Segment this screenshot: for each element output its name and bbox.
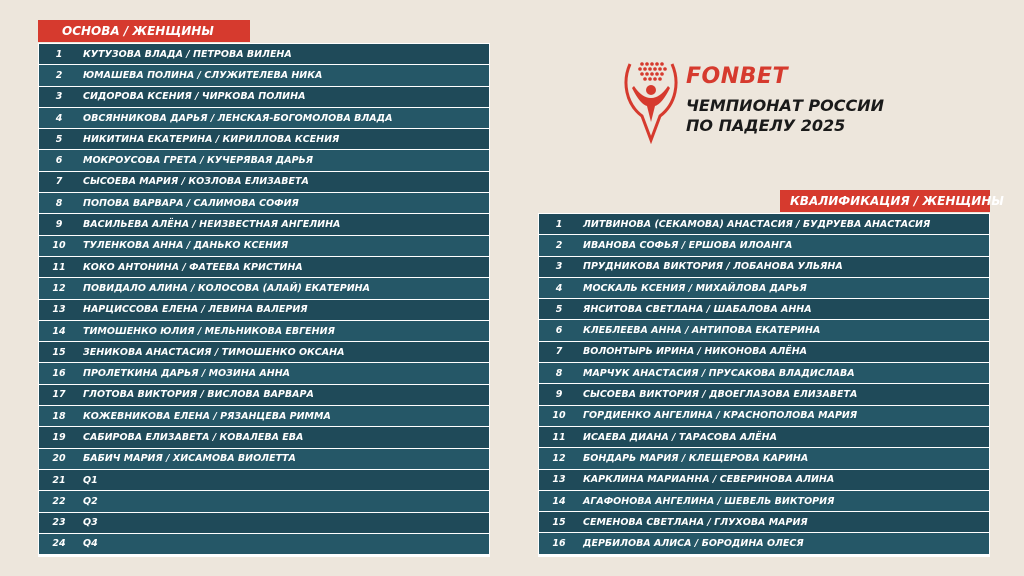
pair-names: СЫСОЕВА ВИКТОРИЯ / ДВОЕГЛАЗОВА ЕЛИЗАВЕТА: [583, 389, 858, 401]
table-row: [39, 193, 489, 213]
pair-names: ЯНСИТОВА СВЕТЛАНА / ШАБАЛОВА АННА: [583, 303, 812, 315]
table-row: [39, 449, 489, 469]
pair-names: Q3: [83, 517, 98, 529]
table-row: [39, 385, 489, 405]
pair-names: ГОРДИЕНКО АНГЕЛИНА / КРАСНОПОЛОВА МАРИЯ: [583, 410, 858, 422]
pair-names: БОНДАРЬ МАРИЯ / КЛЕЩЕРОВА КАРИНА: [583, 452, 809, 464]
row-number: 16: [552, 538, 566, 550]
row-number: 6: [555, 325, 563, 337]
pair-names: Q1: [83, 474, 98, 486]
row-number: 18: [52, 410, 66, 422]
row-number: 7: [555, 346, 563, 358]
pair-names: ПРОЛЕТКИНА ДАРЬЯ / МОЗИНА АННА: [83, 368, 291, 380]
pair-names: КОЖЕВНИКОВА ЕЛЕНА / РЯЗАНЦЕВА РИММА: [83, 410, 331, 422]
brand-block: [620, 52, 920, 152]
table-row: [539, 257, 989, 277]
pair-names: Q4: [83, 538, 98, 550]
table-row: [39, 108, 489, 128]
table-row: [39, 321, 489, 341]
pair-names: ПРУДНИКОВА ВИКТОРИЯ / ЛОБАНОВА УЛЬЯНА: [583, 261, 843, 273]
table-row: [539, 235, 989, 255]
row-number: 15: [552, 516, 566, 528]
qualification-table: [538, 213, 990, 557]
pair-names: МАРЧУК АНАСТАСИЯ / ПРУСАКОВА ВЛАДИСЛАВА: [583, 367, 855, 379]
row-number: 19: [52, 431, 66, 443]
pair-names: НАРЦИССОВА ЕЛЕНА / ЛЕВИНА ВАЛЕРИЯ: [83, 304, 308, 316]
table-row: [39, 129, 489, 149]
pair-names: ВАСИЛЬЕВА АЛЁНА / НЕИЗВЕСТНАЯ АНГЕЛИНА: [83, 219, 341, 231]
pair-names: ТУЛЕНКОВА АННА / ДАНЬКО КСЕНИЯ: [83, 240, 289, 252]
main-draw-table: [38, 43, 490, 557]
pair-names: СИДОРОВА КСЕНИЯ / ЧИРКОВА ПОЛИНА: [83, 91, 306, 103]
row-number: 16: [52, 368, 66, 380]
table-row: [39, 172, 489, 192]
main-draw-title: ОСНОВА / ЖЕНЩИНЫ: [38, 20, 250, 42]
table-row: [539, 470, 989, 490]
pair-names: ВОЛОНТЫРЬ ИРИНА / НИКОНОВА АЛЁНА: [583, 346, 808, 358]
pair-names: ГЛОТОВА ВИКТОРИЯ / ВИСЛОВА ВАРВАРА: [83, 389, 314, 401]
table-row: [39, 150, 489, 170]
table-row: [39, 257, 489, 277]
pair-names: СЕМЕНОВА СВЕТЛАНА / ГЛУХОВА МАРИЯ: [583, 516, 808, 528]
pair-names: ПОПОВА ВАРВАРА / САЛИМОВА СОФИЯ: [83, 197, 299, 209]
table-row: [39, 363, 489, 383]
table-row: [539, 406, 989, 426]
table-row: [39, 236, 489, 256]
row-number: 8: [55, 197, 63, 209]
pair-names: НИКИТИНА ЕКАТЕРИНА / КИРИЛЛОВА КСЕНИЯ: [83, 133, 340, 145]
row-number: 14: [552, 495, 566, 507]
pair-names: ЛИТВИНОВА (СЕКАМОВА) АНАСТАСИЯ / БУДРУЕВА АНАСТАСИЯ: [583, 218, 931, 230]
row-number: 11: [552, 431, 566, 443]
table-row: [39, 470, 489, 490]
row-number: 22: [52, 495, 66, 507]
row-number: 12: [552, 452, 566, 464]
row-number: 2: [55, 69, 63, 81]
row-number: 1: [55, 48, 63, 60]
row-number: 17: [52, 389, 66, 401]
pair-names: КЛЕБЛЕЕВА АННА / АНТИПОВА ЕКАТЕРИНА: [583, 325, 821, 337]
table-row: [539, 214, 989, 234]
pair-names: ИВАНОВА СОФЬЯ / ЕРШОВА ИЛОАНГА: [583, 239, 793, 251]
row-number: 4: [55, 112, 63, 124]
pair-names: ЮМАШЕВА ПОЛИНА / СЛУЖИТЕЛЕВА НИКА: [83, 69, 323, 81]
pair-names: ПОВИДАЛО АЛИНА / КОЛОСОВА (АЛАЙ) ЕКАТЕРИНА: [83, 282, 370, 294]
pair-names: ДЕРБИЛОВА АЛИСА / БОРОДИНА ОЛЕСЯ: [583, 538, 804, 550]
table-row: [539, 512, 989, 532]
row-number: 5: [55, 133, 63, 145]
pair-names: БАБИЧ МАРИЯ / ХИСАМОВА ВИОЛЕТТА: [83, 453, 296, 465]
table-row: [39, 406, 489, 426]
row-number: 4: [555, 282, 563, 294]
row-number: 11: [52, 261, 66, 273]
row-number: 2: [555, 239, 563, 251]
row-number: 13: [552, 474, 566, 486]
row-number: 9: [55, 219, 63, 231]
row-number: 21: [52, 474, 66, 486]
table-row: [539, 320, 989, 340]
pair-names: МОКРОУСОВА ГРЕТА / КУЧЕРЯВАЯ ДАРЬЯ: [83, 155, 314, 167]
table-row: [39, 342, 489, 362]
table-row: [39, 65, 489, 85]
pair-names: ОВСЯННИКОВА ДАРЬЯ / ЛЕНСКАЯ-БОГОМОЛОВА ВЛАДА: [83, 112, 393, 124]
event-title-line2: ПО ПАДЕЛУ 2025: [686, 116, 846, 135]
table-row: [539, 384, 989, 404]
pair-names: АГАФОНОВА АНГЕЛИНА / ШЕВЕЛЬ ВИКТОРИЯ: [583, 495, 835, 507]
row-number: 23: [52, 517, 66, 529]
row-number: 24: [52, 538, 66, 550]
pair-names: КУТУЗОВА ВЛАДА / ПЕТРОВА ВИЛЕНА: [83, 48, 292, 60]
table-row: [39, 214, 489, 234]
table-row: [39, 300, 489, 320]
table-row: [539, 533, 989, 553]
event-title-line1: ЧЕМПИОНАТ РОССИИ: [686, 96, 885, 115]
row-number: 1: [555, 218, 563, 230]
row-number: 3: [555, 261, 563, 273]
row-number: 10: [552, 410, 566, 422]
table-row: [39, 44, 489, 64]
pair-names: КОКО АНТОНИНА / ФАТЕЕВА КРИСТИНА: [83, 261, 303, 273]
table-row: [39, 513, 489, 533]
brand-name: FONBET: [686, 64, 788, 89]
row-number: 20: [52, 453, 66, 465]
table-row: [539, 491, 989, 511]
row-number: 5: [555, 303, 563, 315]
row-number: 13: [52, 304, 66, 316]
row-number: 9: [555, 389, 563, 401]
row-number: 7: [55, 176, 63, 188]
table-row: [39, 278, 489, 298]
table-row: [39, 427, 489, 447]
padel-player-logo-icon: [620, 52, 682, 144]
row-number: 10: [52, 240, 66, 252]
table-row: [539, 363, 989, 383]
table-row: [539, 278, 989, 298]
table-row: [539, 342, 989, 362]
row-number: 8: [555, 367, 563, 379]
qualification-title: КВАЛИФИКАЦИЯ / ЖЕНЩИНЫ: [780, 190, 990, 212]
table-row: [539, 448, 989, 468]
pair-names: Q2: [83, 495, 98, 507]
pair-names: ЗЕНИКОВА АНАСТАСИЯ / ТИМОШЕНКО ОКСАНА: [83, 346, 345, 358]
pair-names: ИСАЕВА ДИАНА / ТАРАСОВА АЛЁНА: [583, 431, 777, 443]
pair-names: ТИМОШЕНКО ЮЛИЯ / МЕЛЬНИКОВА ЕВГЕНИЯ: [83, 325, 335, 337]
pair-names: САБИРОВА ЕЛИЗАВЕТА / КОВАЛЕВА ЕВА: [83, 431, 304, 443]
table-row: [539, 299, 989, 319]
row-number: 15: [52, 346, 66, 358]
table-row: [39, 491, 489, 511]
row-number: 3: [55, 91, 63, 103]
pair-names: СЫСОЕВА МАРИЯ / КОЗЛОВА ЕЛИЗАВЕТА: [83, 176, 309, 188]
table-row: [539, 427, 989, 447]
table-row: [39, 87, 489, 107]
row-number: 14: [52, 325, 66, 337]
row-number: 12: [52, 282, 66, 294]
table-row: [39, 534, 489, 554]
row-number: 6: [55, 155, 63, 167]
pair-names: КАРКЛИНА МАРИАННА / СЕВЕРИНОВА АЛИНА: [583, 474, 835, 486]
pair-names: МОСКАЛЬ КСЕНИЯ / МИХАЙЛОВА ДАРЬЯ: [583, 282, 807, 294]
